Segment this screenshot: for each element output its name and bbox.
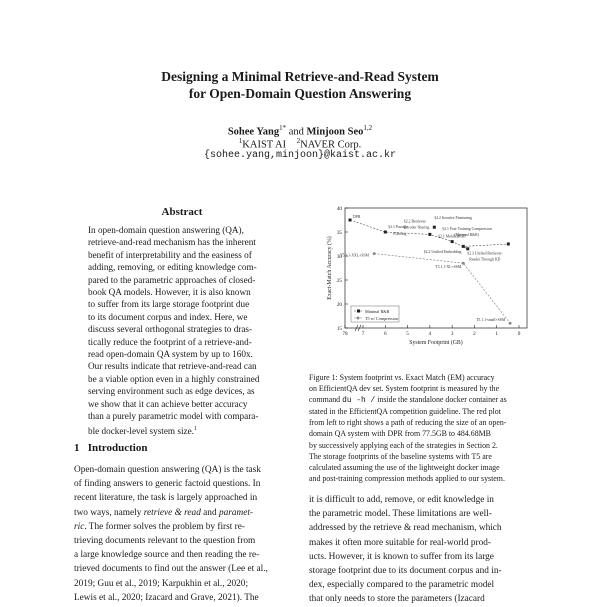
legend-label: T5 w/ Compression [365, 316, 399, 321]
caption-line: The storage footprints of the baseline systems with T5 are [309, 451, 492, 461]
point-annotation: T5.1.1-XXL+SSM [340, 253, 369, 258]
point-annotation: §2.2 Unified Embedding [423, 249, 462, 254]
y-tick-label: 40 [336, 206, 342, 212]
point-annotation: T5.1.1-XL+SSM [435, 265, 462, 270]
body-line: ucts. However, it is known to suffer from its large [309, 551, 494, 562]
intro-line: trieving documents relevant to the question from [74, 536, 256, 547]
caption-line: by successively applying each of the strategies in Section 2. [309, 440, 498, 450]
abstract-line: pared to the parametric approaches of closed- [88, 274, 256, 285]
right-column-body [309, 493, 531, 607]
footprint-vs-em-chart [305, 200, 537, 372]
caption-line: Figure 1: System footprint vs. Exact Match (EM) accuracy [309, 373, 495, 382]
intro-line [74, 520, 296, 534]
data-point-square [433, 226, 436, 229]
figure-1 [305, 200, 537, 372]
affil-2: NAVER Corp. [300, 139, 362, 151]
introduction-body [74, 463, 296, 605]
y-tick-label: 35 [336, 230, 342, 236]
point-annotation: (Minimal R&R) [454, 233, 479, 237]
point-annotation: Encoder Sharing [403, 225, 430, 230]
abstract-line: retrieve-and-read mechanism has the inherent [88, 237, 256, 248]
intro-line: recent literature, the task is largely approached in [74, 493, 258, 504]
abstract-line: In open-domain question answering (QA), [88, 225, 244, 235]
caption-line: on EfficientQA dev set. System footprint is measured by the [309, 384, 500, 394]
section-number: 1 [74, 442, 80, 454]
caption-line: calculated assuming the use of the lightweight docker image [309, 462, 500, 472]
body-line: the parametric model. These limitations are well- [309, 509, 492, 520]
title-line-2: for Open-Domain Question Answering [188, 86, 412, 101]
caption-line: domain QA system with DPR from 77.5GB to 484.68MB [309, 429, 491, 439]
abstract-line: to its document corpus and index. Here, we [88, 311, 248, 322]
body-line: it is difficult to add, remove, or edit knowledge in [309, 495, 494, 505]
abstract-line: discuss several orthogonal strategies to dras- [88, 324, 253, 335]
data-point-circle [509, 322, 512, 325]
author-2-marks: 1,2 [363, 124, 373, 132]
intro-emphasis: ric [74, 521, 85, 532]
data-point-circle [462, 262, 465, 265]
data-point-square [349, 219, 352, 222]
legend-swatch-square [357, 310, 360, 313]
intro-text: and [200, 507, 219, 518]
data-point-square [451, 240, 454, 243]
body-line: makes it often more suitable for real-world prod- [309, 537, 492, 548]
abstract-line: benefit of interpretability and the easiness of [88, 249, 252, 260]
intro-line: trieved documents to find out the answer (Lee et al., [74, 564, 268, 575]
affil-1: KAIST AI [242, 139, 287, 151]
title-line-1: Designing a Minimal Retrieve-and-Read System [161, 69, 439, 84]
intro-text: . The former solves the problem by first re- [84, 521, 245, 532]
point-annotation: DPR [353, 215, 361, 219]
intro-line [74, 506, 296, 520]
abstract-line: serving environment such as edge devices, as [88, 386, 255, 397]
point-annotation: §2.2 Retriever- [403, 219, 427, 224]
point-annotation: Reader Through KD [469, 257, 501, 262]
legend-swatch-circle [357, 317, 360, 320]
data-point-square [507, 243, 510, 246]
caption-text: command [309, 395, 343, 405]
abstract-line: Our results indicate that retrieve-and-read can [88, 361, 257, 372]
data-point-square [428, 233, 431, 236]
affil-2-mark: 2 [296, 137, 301, 145]
point-annotation: §2.1 MobileBERT [438, 234, 467, 239]
intro-line: a large knowledge source and then reading the re- [74, 550, 260, 561]
x-tick-label: 78 [342, 331, 348, 337]
intro-line: Lewis et al., 2020; Izacard and Grave, 2021). The [74, 592, 259, 603]
abstract-line: we show that it can achieve better accuracy [88, 398, 248, 409]
point-annotation: §2.1 Passage [388, 225, 408, 229]
caption-line [309, 394, 531, 406]
x-tick-label: 6 [383, 331, 387, 337]
author-and: and [286, 126, 307, 138]
section-heading-introduction [74, 442, 147, 454]
abstract-line: ble docker-level system size.$^1$ [88, 425, 197, 436]
abstract-line: read open-domain QA system by up to 160x. [88, 349, 253, 360]
caption-code: du -h / [342, 396, 376, 406]
caption-line: stated in the EfficientQA competition guideline. The red plot [309, 407, 501, 417]
abstract-heading: Abstract [161, 206, 203, 218]
data-point-square [466, 247, 469, 250]
x-axis-label: System Footprint (GB) [409, 340, 463, 346]
x-tick-label: 5 [406, 331, 409, 337]
y-axis-label: Exact-Match Accuracy (%) [327, 236, 333, 300]
x-tick-label: 3 [450, 331, 454, 337]
author-email: {sohee.yang,minjoon}@kaist.ac.kr [203, 150, 397, 161]
intro-emphasis: paramet- [218, 507, 254, 518]
y-tick-label: 15 [336, 326, 342, 332]
intro-text: two ways, namely [74, 507, 144, 518]
paper-title [60, 68, 540, 102]
abstract-line: adding, removing, or editing knowledge com- [88, 262, 257, 273]
x-tick-label: 4 [428, 331, 432, 337]
section-title: Introduction [87, 442, 148, 454]
x-tick-label: 1 [495, 331, 499, 337]
author-1-marks: 1* [279, 124, 287, 132]
caption-line: and post-training compression methods applied to our system. [309, 473, 505, 483]
point-annotation: Filtering [393, 232, 407, 236]
intro-emphasis: retrieve & read [143, 507, 201, 518]
data-point-square [384, 231, 387, 234]
point-annotation: §2.1 Post-Training Compression [442, 227, 492, 231]
footnote-mark: 1 [193, 425, 197, 432]
figure-caption [309, 372, 531, 484]
abstract-line: tically reduce the footprint of a retrieve-and- [88, 336, 252, 347]
x-tick-label: 0 [517, 331, 521, 337]
y-tick-label: 25 [336, 278, 342, 284]
abstract-line: to suffer from its large storage footprint due [88, 299, 250, 310]
legend-label: Minimal R&R [365, 309, 390, 314]
body-line: that only needs to store the parameters (Izacard [309, 594, 485, 605]
author-1: Sohee Yang [227, 126, 280, 138]
y-tick-label: 30 [336, 254, 342, 260]
affil-1-mark: 1 [238, 137, 243, 145]
intro-line: 2019; Guu et al., 2019; Karpukhin et al., 2020; [74, 578, 249, 589]
point-annotation: T5.1.1-small+SSM [476, 318, 506, 323]
intro-line: Open-domain question answering (QA) is the task [74, 465, 261, 475]
abstract-line: book QA models. However, it is also known [88, 287, 251, 298]
body-line: storage footprint due to its document corpus and in- [309, 566, 502, 577]
x-tick-label: 7 [361, 331, 365, 337]
body-line: addressed by the retrieve & read mechanism, which [309, 523, 502, 534]
caption-text: inside the standalone docker container as [375, 395, 507, 405]
y-tick-label: 20 [336, 302, 342, 308]
data-point-square [462, 245, 465, 248]
body-line: dex, especially compared to the parametric model [309, 580, 495, 591]
author-2: Minjoon Seo [306, 126, 364, 138]
abstract-body [88, 224, 278, 437]
abstract-line: be a viable option even in a highly constrained [88, 373, 260, 384]
abstract-line: than a purely parametric model with compara- [88, 411, 259, 422]
x-tick-label: 2 [473, 331, 476, 337]
caption-line: from left to right shows a path of reducing the size of an open- [309, 418, 507, 428]
data-point-circle [373, 252, 376, 255]
intro-line: of finding answers to generic factoid questions. In [74, 479, 261, 490]
point-annotation: §2.3 Unified Retriever- [467, 251, 503, 256]
point-annotation: §2.2 Iterative Finetuning [434, 216, 472, 221]
